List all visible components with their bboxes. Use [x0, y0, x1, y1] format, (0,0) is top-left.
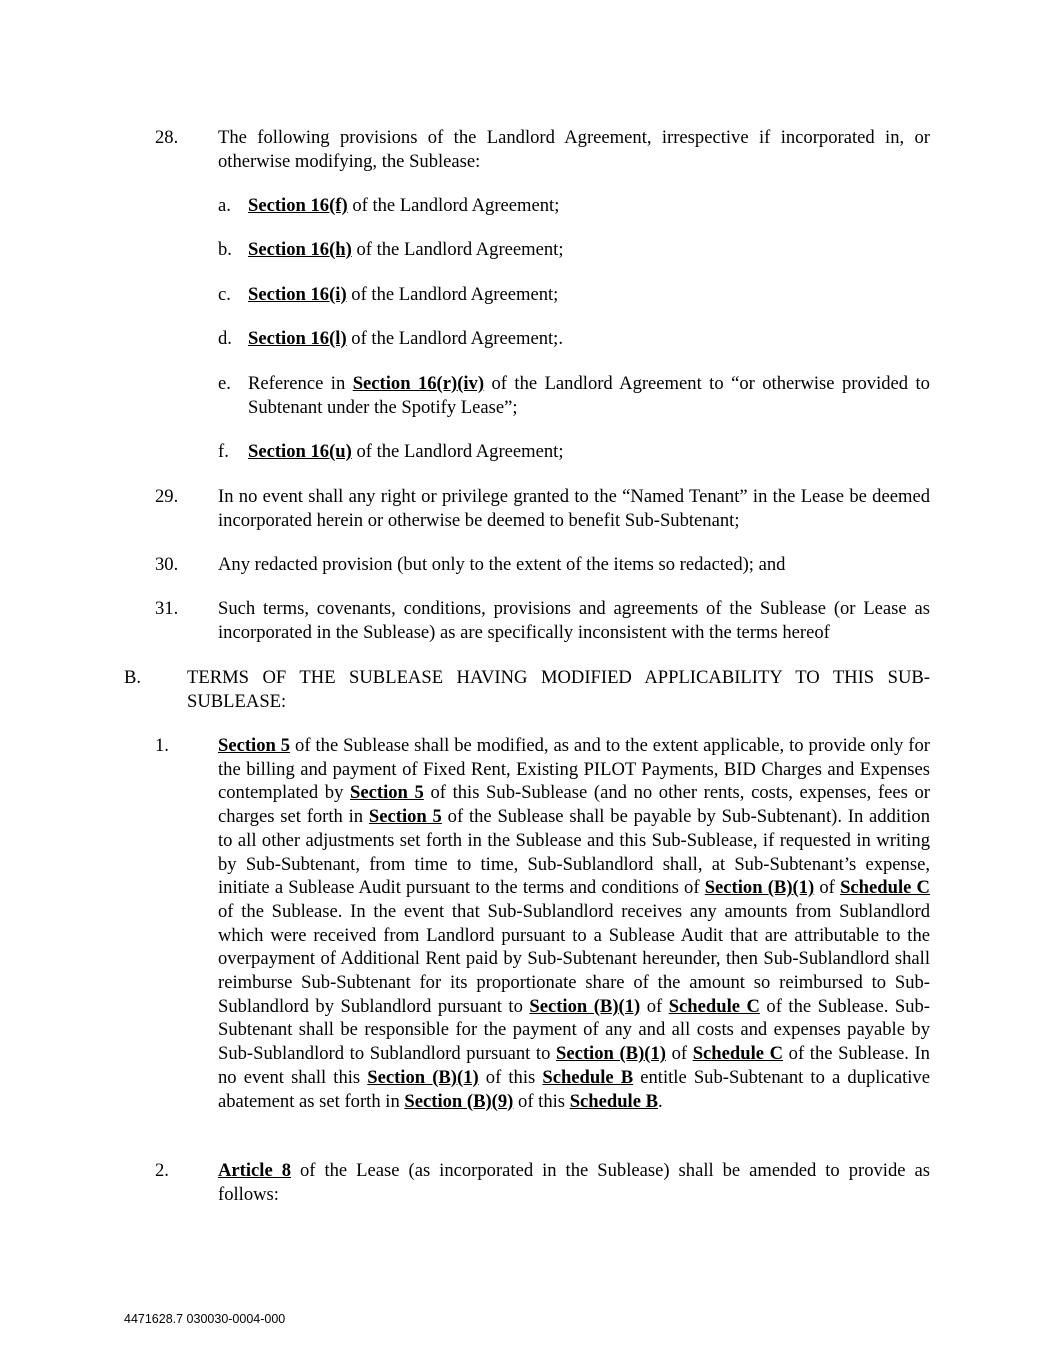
item-28-text: The following provisions of the Landlord Agreement, irrespective if incorporated in, or otherwise modifying, the Sublease: [218, 127, 930, 172]
item-31-number: 31. [155, 598, 179, 619]
subitem-c-ref: Section 16(i) [248, 284, 347, 305]
subitem-e-text: of the Landlord Agreement to “or otherwise provided to Subtenant under the Spotify Lease”; [248, 373, 930, 418]
section-b-letter: B. [124, 667, 142, 688]
subitem-b-letter: b. [218, 239, 232, 260]
b1-ref-3: Section 5 [368, 806, 442, 828]
b1-ref-6: Section (B)(1) [529, 995, 641, 1017]
b1-ref-10: Section (B)(1) [367, 1066, 479, 1088]
item-28-number: 28. [155, 127, 179, 148]
subitem-a-text: of the Landlord Agreement; [347, 195, 560, 216]
b2-paragraph [218, 1159, 930, 1206]
b1-ref-7: Schedule C [668, 995, 760, 1017]
b1-text-11: entitle Sub-Subtenant to a duplicative abatement as set forth in [218, 1066, 930, 1112]
b1-text-13: . [658, 1090, 663, 1112]
b1-ref-12: Section (B)(9) [404, 1090, 514, 1112]
b1-text-4: of [814, 877, 841, 899]
subitem-a-ref: Section 16(f) [248, 195, 348, 216]
subitem-b-ref: Section 16(h) [248, 239, 352, 260]
subitem-f [248, 440, 930, 464]
b1-ref-1: Section 5 [218, 735, 291, 756]
subitem-b-text: of the Landlord Agreement; [351, 239, 564, 260]
subitem-e-pre: Reference in [248, 373, 353, 394]
subitem-d [248, 327, 930, 351]
subitem-f-letter: f. [218, 441, 229, 462]
b1-paragraph [218, 734, 930, 1113]
b1-text-2: of this Sub-Sublease (and no other rents, costs, expenses, fees or charges set forth in [218, 782, 930, 828]
b1-ref-9: Schedule C [692, 1043, 784, 1065]
b1-text-1: of the Sublease shall be modified, as and to the extent applicable, to provide only for the billing and payment of Fixed Rent, Existing PILOT Payments, BID Charges and Expenses contemplated by [218, 735, 930, 804]
b1-text-3: of the Sublease shall be payable by Sub-Subtenant). In addition to all other adjustments set forth in the Sublease and this Sub-Sublease, if requested in writing by Sub-Subtenant, from time to time, Sub-Sublandlord shall, at Sub-Subtenant’s expense, initiate a Sublease Audit pursuant to the terms and conditions of [218, 806, 930, 899]
b1-ref-4: Section (B)(1) [704, 877, 815, 899]
b2-number: 2. [155, 1160, 169, 1181]
b1-number: 1. [155, 735, 169, 756]
b1-text-5: of the Sublease. In the event that Sub-Sublandlord receives any amounts from Sublandlord which were received from Landlord pursuant to a Sublease Audit that are attributable to the overpayment of Additional Rent paid by Sub-Subtenant hereunder, then Sub-Sublandlord shall reimburse Sub-Subtenant for its proportionate share of the amount so reimbursed to Sub-Sublandlord by Sublandlord pursuant to [218, 900, 930, 1017]
subitem-a-letter: a. [218, 195, 231, 216]
b1-text-6: of [640, 995, 669, 1017]
subitem-d-letter: d. [218, 328, 232, 349]
b1-ref-2: Section 5 [350, 782, 424, 804]
item-29-text: In no event shall any right or privilege granted to the “Named Tenant” in the Lease be deemed incorporated herein or otherwise be deemed to benefit Sub-Subtenant; [218, 486, 930, 531]
b1-text-10: of this [478, 1066, 543, 1088]
subitem-e-ref: Section 16(r)(iv) [352, 373, 485, 394]
subitem-e-letter: e. [218, 373, 231, 394]
b1-text-8: of [665, 1043, 693, 1065]
item-29-number: 29. [155, 486, 179, 507]
subitem-c [248, 283, 930, 307]
document-footer-id: 4471628.7 030030-0004-000 [124, 1312, 286, 1326]
b1-ref-11: Schedule B [542, 1066, 634, 1088]
subitem-d-ref: Section 16(l) [248, 328, 347, 349]
b2-text: of the Lease (as incorporated in the Sublease) shall be amended to provide as follows: [218, 1160, 930, 1205]
subitem-f-text: of the Landlord Agreement; [351, 441, 564, 462]
subitem-e [248, 372, 930, 419]
b1-ref-8: Section (B)(1) [556, 1043, 666, 1065]
subitem-c-text: of the Landlord Agreement; [346, 284, 559, 305]
item-30-number: 30. [155, 554, 179, 575]
b1-ref-13: Schedule B [569, 1090, 659, 1112]
subitem-c-letter: c. [218, 284, 231, 305]
subitem-d-text: of the Landlord Agreement;. [346, 328, 563, 349]
item-30-text: Any redacted provision (but only to the extent of the items so redacted); and [218, 554, 786, 575]
b1-text-9: of the Sublease. In no event shall this [218, 1043, 930, 1088]
b1-text-12: of this [513, 1090, 570, 1112]
b1-text-7: of the Sublease. Sub-Subtenant shall be responsible for the payment of any and all costs and expenses payable by Sub-Sublandlord to Sublandlord pursuant to [218, 995, 930, 1065]
section-b-heading: TERMS OF THE SUBLEASE HAVING MODIFIED APPLICABILITY TO THIS SUB-SUBLEASE: [187, 667, 930, 712]
subitem-f-ref: Section 16(u) [248, 441, 352, 462]
subitem-b [248, 238, 930, 262]
item-31-text: Such terms, covenants, conditions, provisions and agreements of the Sublease (or Lease as incorporated in the Sublease) as are specifically inconsistent with the terms hereof [218, 598, 930, 643]
b1-ref-5: Schedule C [840, 877, 930, 899]
subitem-a [248, 194, 930, 218]
b2-ref: Article 8 [218, 1160, 291, 1181]
